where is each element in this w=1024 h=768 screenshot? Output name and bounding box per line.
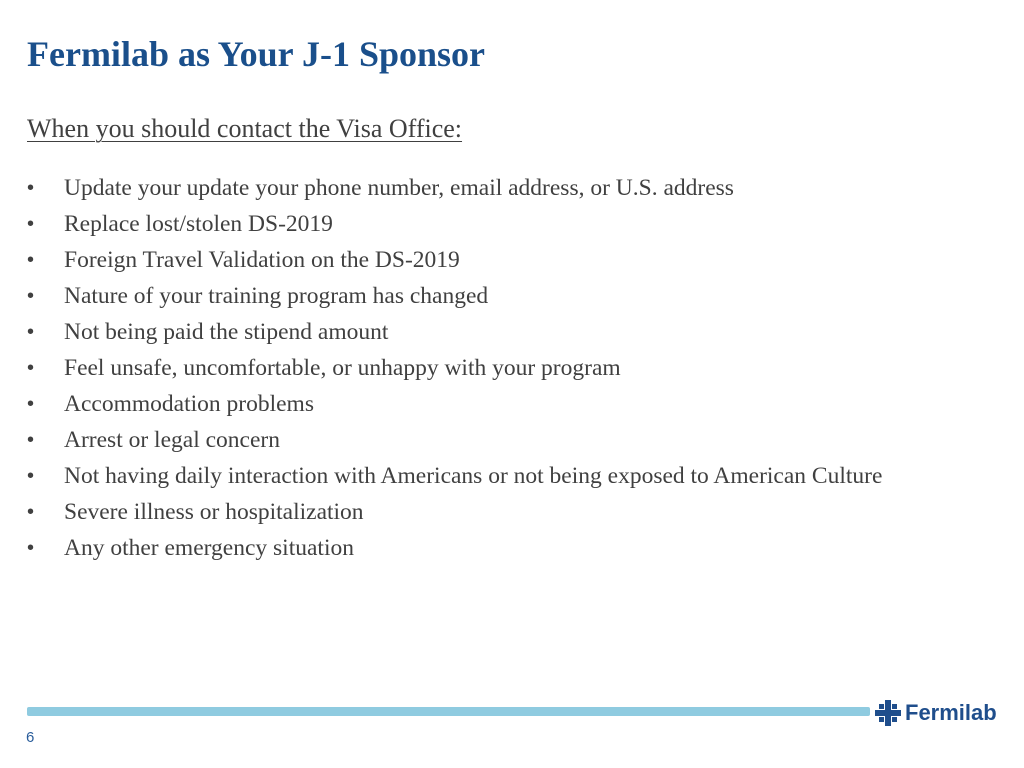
bullet-item: • Not having daily interaction with Americans or not being exposed to American Culture: [27, 461, 996, 491]
bullet-item: • Any other emergency situation: [27, 533, 996, 563]
logo-text: Fermilab: [905, 700, 997, 725]
page-number: 6: [26, 729, 35, 746]
bullet-item: • Arrest or legal concern: [27, 425, 996, 455]
bullet-item: • Feel unsafe, uncomfortable, or unhappy with your program: [27, 353, 996, 383]
bullet-item: • Replace lost/stolen DS-2019: [27, 209, 996, 239]
fermilab-logo-icon: [875, 700, 901, 726]
bullet-item: • Nature of your training program has changed: [27, 281, 996, 311]
bullet-item: • Update your update your phone number, email address, or U.S. address: [27, 173, 996, 203]
bullet-item: • Severe illness or hospitalization: [27, 497, 996, 527]
bullet-item: • Not being paid the stipend amount: [27, 317, 996, 347]
slide-subtitle: When you should contact the Visa Office:: [27, 114, 463, 143]
fermilab-logo: [875, 699, 997, 727]
bullet-item: • Foreign Travel Validation on the DS-2019: [27, 245, 996, 275]
bullet-list: [27, 173, 996, 569]
footer-divider-bar: [27, 707, 870, 716]
slide-title: Fermilab as Your J-1 Sponsor: [27, 34, 486, 74]
bullet-item: • Accommodation problems: [27, 389, 996, 419]
